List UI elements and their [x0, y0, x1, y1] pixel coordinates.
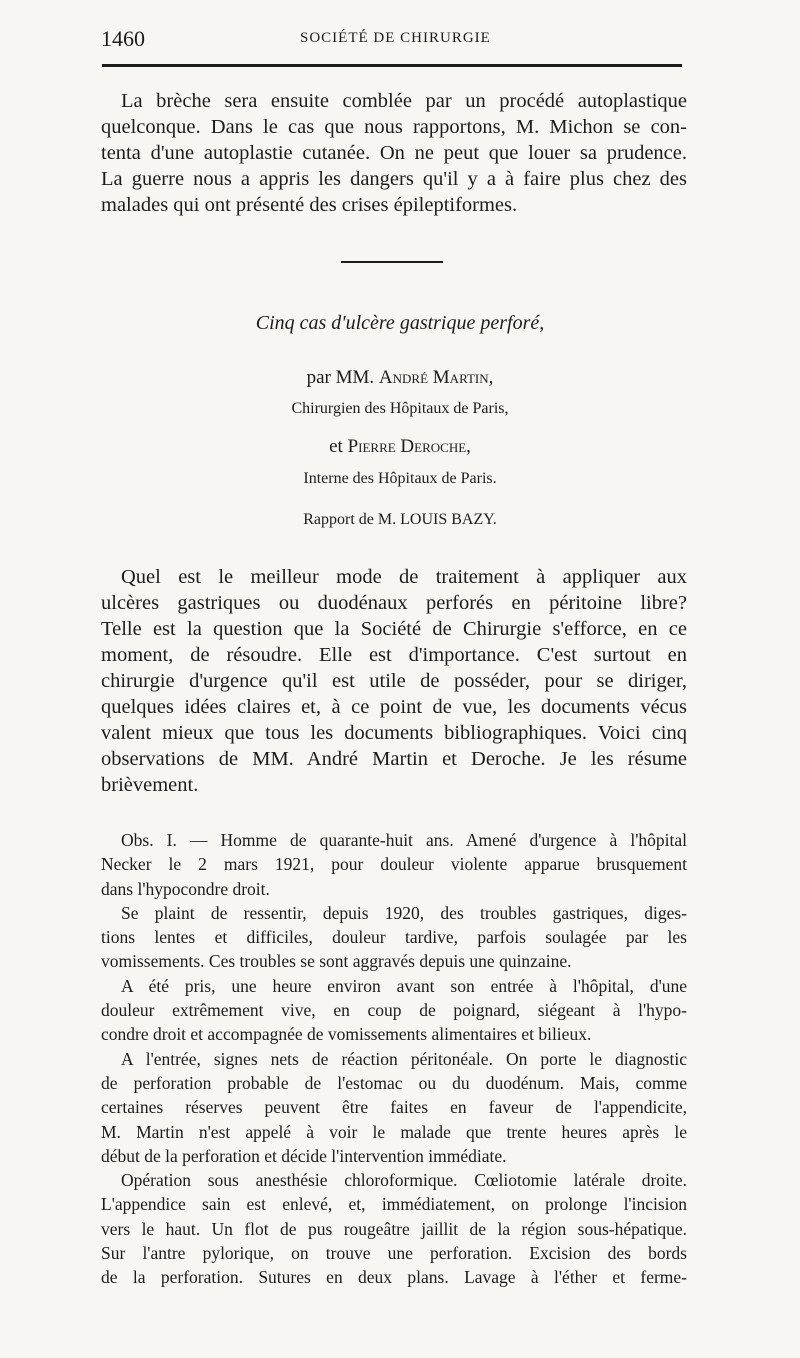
- text-line: de perforation probable de l'estomac ou du duodénum. Mais, comme: [101, 1072, 687, 1093]
- intro-paragraph: [101, 88, 687, 218]
- text-line: Sur l'antre pylorique, on trouve une perforation. Excision des bords: [101, 1243, 687, 1264]
- text-line: ulcères gastriques ou duodénaux perforés en péritoine libre?: [101, 592, 687, 614]
- page-number: 1460: [101, 26, 145, 51]
- report-attribution: Rapport de M. LOUIS BAZY.: [303, 511, 497, 528]
- text-line: L'appendice sain est enlevé, et, immédiatement, on prolonge l'incision: [101, 1194, 687, 1215]
- coauthor-line: [0, 436, 800, 458]
- text-line: malades qui ont présenté des crises épileptiformes.: [101, 194, 518, 216]
- text-line: chirurgie d'urgence qu'il est utile de posséder, pour se diriger,: [101, 670, 687, 692]
- text-line: Quel est le meilleur mode de traitement à appliquer aux: [121, 566, 687, 588]
- text-line: La brèche sera ensuite comblée par un procédé autoplastique: [121, 90, 687, 112]
- text-line: A été pris, une heure environ avant son entrée à l'hôpital, d'une: [121, 975, 687, 996]
- coauthor-prefix: et: [329, 436, 348, 457]
- header-rule: [102, 64, 682, 67]
- article-title: Cinq cas d'ulcère gastrique perforé,: [255, 312, 545, 334]
- text-line: observations de MM. André Martin et Deroche. Je les résume: [101, 748, 687, 770]
- text-line: valent mieux que tous les documents bibliographiques. Voici cinq: [101, 722, 687, 744]
- text-line: Se plaint de ressentir, depuis 1920, des troubles gastriques, diges-: [121, 902, 687, 923]
- text-line: moment, de résoudre. Elle est d'importance. C'est surtout en: [101, 644, 687, 666]
- text-line: début de la perforation et décide l'intervention immédiate.: [101, 1145, 507, 1166]
- text-line: vers le haut. Un flot de pus rougeâtre jaillit de la région sous-hépatique.: [101, 1218, 687, 1239]
- author-affiliation: Chirurgien des Hôpitaux de Paris,: [291, 400, 509, 417]
- text-line: A l'entrée, signes nets de réaction péritonéale. On porte le diagnostic: [121, 1048, 687, 1069]
- text-line: de la perforation. Sutures en deux plans. Lavage à l'éther et ferme-: [101, 1267, 687, 1288]
- coauthor-affiliation: Interne des Hôpitaux de Paris.: [303, 470, 497, 487]
- text-line: tions lentes et difficiles, douleur tardive, parfois soulagée par les: [101, 927, 687, 948]
- text-line: Telle est la question que la Société de Chirurgie s'efforce, en ce: [101, 618, 687, 640]
- text-line: certaines réserves peuvent être faites en faveur de l'appendicite,: [101, 1097, 687, 1118]
- text-line: condre droit et accompagnée de vomissements alimentaires et bilieux.: [101, 1024, 592, 1045]
- text-line: La guerre nous a appris les dangers qu'il y a à faire plus chez des: [101, 168, 687, 190]
- text-line: brièvement.: [101, 774, 199, 796]
- byline-prefix: par MM.: [306, 367, 379, 388]
- text-line: douleur extrêmement vive, en coup de poignard, siégeant à l'hypo-: [101, 1000, 687, 1021]
- text-line: vomissements. Ces troubles se sont aggravés depuis une quinzaine.: [101, 951, 572, 972]
- text-line: Opération sous anesthésie chloroformique. Cœliotomie latérale droite.: [121, 1170, 687, 1191]
- observation-one: [101, 828, 687, 1290]
- coauthor-name: Pierre Deroche,: [347, 436, 471, 457]
- text-line: dans l'hypocondre droit.: [101, 878, 270, 899]
- section-divider: [341, 261, 443, 263]
- text-line: Obs. I. — Homme de quarante-huit ans. Amené d'urgence à l'hôpital: [121, 830, 687, 850]
- byline: [0, 367, 800, 389]
- text-line: quelques idées claires et, à ce point de vue, les documents vécus: [101, 696, 687, 718]
- text-line: quelconque. Dans le cas que nous rapportons, M. Michon se con-: [101, 116, 687, 138]
- author-name: André Martin,: [378, 367, 494, 388]
- text-line: tenta d'une autoplastie cutanée. On ne peut que louer sa prudence.: [101, 142, 687, 164]
- journal-title: SOCIÉTÉ DE CHIRURGIE: [300, 30, 491, 46]
- text-line: M. Martin n'est appelé à voir le malade que trente heures après le: [101, 1121, 687, 1142]
- text-line: Necker le 2 mars 1921, pour douleur violente apparue brusquement: [101, 854, 687, 875]
- main-paragraph: [101, 564, 687, 798]
- running-head: [0, 26, 800, 50]
